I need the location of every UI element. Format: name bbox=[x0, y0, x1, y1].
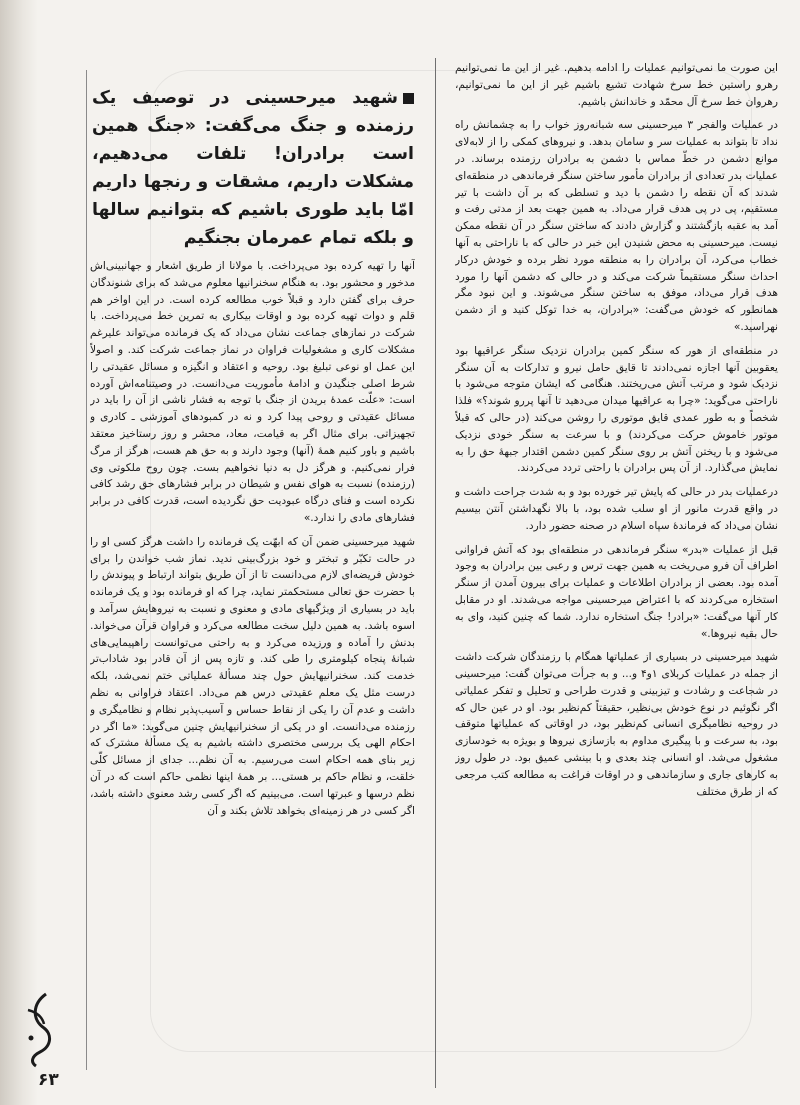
square-bullet-icon bbox=[403, 93, 414, 104]
pull-quote-headline bbox=[92, 84, 414, 252]
paragraph: درعملیات بدر در حالی که پایش تیر خورده بود و به شدت جراحت داشت و در واقع قدرت مانور از او سلب شده بود، با بالا نگهداشتن آنتن بیسیم نشان می‌داد که فرماندهٔ سپاه اسلام در صحنه حضور دارد. bbox=[455, 486, 778, 532]
left-text-column bbox=[90, 258, 415, 1058]
page-number: ۶۳ bbox=[38, 1070, 59, 1090]
kerman-logo bbox=[22, 990, 56, 1070]
page-binding-shadow bbox=[0, 0, 38, 1105]
column-divider bbox=[435, 58, 436, 1088]
paragraph: آنها را تهیه کرده بود می‌پرداخت. با مولانا از طریق اشعار و جهانبینی‌اش مدخور و محشور بود. به هنگام سخنرانیها معلوم می‌شد که برای شنوندگان حرف برای گفتن دارد و قبلاً خوب مطالعه کرده است. در این اواخر هم قلم و دوات تهیه کرده بود و اوقات بیکاری به تمرین خط می‌پرداخت. با شرکت در نمازهای جماعت نشان می‌داد که یک فرمانده می‌تواند علیرغم مشکلات کاری و مشغولیات فراوان در نماز جماعت شرکت کند. و اصولاً این عمل او نوعی تبلیغ بود. روحیه و اعتقاد و انگیزه و مسائل عقیدتی را شرط اصلی جنگیدن و ادامهٔ مأموریت می‌دانست. در وصیتنامه‌اش آورده است: «علّت عمدهٔ بریدن از جنگ با توجه به فشار ناشی از آن را باید در مسائل عقیدتی و روحی پیدا کرد و نه در کمبودهای آموزشی ـ کادری و تجهیزاتی. برای مثال اگر به قیامت، معاد، محشر و روز رستاخیز معتقد باشیم و باور کنیم همهٔ (آنها) وجود دارند و به حق هم هست، هرگز از مرگ فرار نمی‌کنیم. و هرگز دل به دنیا نخواهیم بست. چون روح ملکوتی وی (رزمنده) نسبت به هوای نفس و شیطان در برابر فشارهای حق رشد کافی نکرده است و فنای درگاه عبودیت حق نگردیده است، قدرت کافی در برابر فشارهای مادی را ندارد.» bbox=[90, 260, 415, 524]
paragraph: شهید میرحسینی ضمن آن که ابهّت یک فرمانده را داشت هرگز کسی او را در حالت تکبّر و تبختر و خود بزرگ‌بینی ندید. نماز شب خواندن را برای خودش فریضه‌ای لازم می‌دانست تا از آن طریق بتواند ارتباط و پیوندش را با حضرت حق تعالی مستحکمتر نماید، چرا که او فرمانده بود و یک فرمانده باید در بسیاری از ویژگیهای مادی و معنوی و نسبت به نیروهایش سرآمد و اسوه باشد. به همین دلیل سخت مطالعه می‌کرد و فراوان قرآن می‌خواند. بدنش را آماده و ورزیده می‌کرد و به راحتی می‌توانست راهپیمایی‌های شبانهٔ پنجاه کیلومتری را طی کند. و تازه پس از آن قادر بود شاداب‌تر خدمت کند. سخنرانیهایش حول چند مسألهٔ عملیاتی ختم نمی‌شد، بلکه درست مثل یک معلم عقیدتی درس هم می‌داد. اعتقاد فراوانی به نظم داشت و عدم آن را یکی از نقاط حساس و آسیب‌پذیر نظام و نظامیگری و رزمنده می‌دانست. او در یکی از سخنرانیهایش چنین می‌گوید: «ما اگر در احکام الهی یک بررسی مختصری داشته باشیم به یک مسألهٔ مشترک که زیر بنای همه احکام است می‌رسیم. به آن نظم... جدای از مسائل کلّی خلقت، و نظام حاکم بر هستی... بر همهٔ اینها نظمی حاکم است که در آن نظم درسها و عبرتها است. می‌بینیم که اگر کسی رشد معنوی داشته باشد، اگر کسی در هر زمینه‌ای بخواهد تلاش بکند و آن bbox=[90, 535, 415, 817]
paragraph: در عملیات والفجر ۳ میرحسینی سه شبانه‌روز خواب را به چشمانش راه نداد تا بتواند به عملیات سر و سامان بدهد. و نیروهای کمکی را از لا‌به‌لای موانع دشمن در خطّ مماس با دشمن به برادران رزمنده برساند. در عملیات بدر تعدادی از برادران مأمور ساختن سنگر فرماندهی در منطقه‌ای شدند که آن نقطه را دشمن با دید و تسلطی که بر آن داشت با تیر مستقیم، پی در پی هدف قرار می‌داد. به همین جهت بعد از مدتی رفت و آمد به عقبه بازگشتند و گزارش دادند که ساختن سنگر در آن نقطه ممکن نیست. میرحسینی به محض شنیدن این خبر در حالی که با ناراحتی به آنها خطاب می‌کرد، آن برادران را به منطقه مورد نظر برده و خودش درکار احداث سنگر مستقیماً شرکت می‌کند و در حالی که دشمن آنها را مورد هدف قرار می‌داد، موفق به ساختن سنگر می‌شوند. و این نبود مگر همانطور که خودش می‌گفت: «برادران، به خدا توکل کنید و از دشمن نهراسید.» bbox=[455, 119, 778, 333]
right-text-column bbox=[455, 60, 778, 1070]
paragraph: قبل از عملیات «بدر» سنگر فرماندهی در منطقه‌ای بود که آتش فراوانی اطراف آن فرو می‌ریخت به همین جهت ترس و رعبی بین برادران به وجود آمده بود. بعضی از برادران اطلاعات و عملیات برای بیرون آمدن از سنگر استخاره می‌کردند که با اعتراض میرحسینی مواجه می‌شدند. او در مقابل کار آنها می‌گفت: «برادر! جنگ استخاره ندارد. شما که چنین کنید، وای به حال بقیه نیروها.» bbox=[455, 543, 778, 640]
paragraph: در منطقه‌ای از هور که سنگر کمین برادران نزدیک سنگر عراقیها بود یعقوبین آنها اجازه نمی‌دادند تا قایق حامل نیرو و تدارکات به آن سنگر نزدیک شود و مرتب آتش می‌ریختند. هنگامی که ایشان متوجه می‌شود با ناراحتی می‌گوید: «چرا به عراقیها میدان می‌دهید تا آنها پررو شوند؟» فلذا شخصاً و به طور عمدی قایق موتوری را روشن می‌کند (در حالی که قبلاً موتور خاموش حرکت می‌کردند) و با سرعت به سنگر خودی نزدیک می‌شود و با ریختن آتش بر روی سنگر کمین دشمن اقتدار جبههٔ حق را به نمایش می‌گذارد. از آن پس برادران با راحتی تردد می‌کردند. bbox=[455, 344, 778, 475]
paragraph: شهید میرحسینی در بسیاری از عملیاتها همگام با رزمندگان شرکت داشت از جمله در عملیات کربلای ۱و۴ و... و به جرأت می‌توان گفت: میرحسینی در شجاعت و رشادت و تیزبینی و قدرت طراحی و تحلیل و تفکر عملیاتی اگر نگوئیم در نوع خودش بی‌نظیر، حقیقتاً کم‌نظیر بود. او در عین حال که در روحیه نظامیگری انسانی کم‌نظیر بود، در اوقاتی که عملیاتها متوقف بود، به سرعت و با پیگیری مداوم به بازسازی نیروها و بویژه به خودسازی مشغول می‌شد. او انسانی چند بعدی و با بینشی عمیق بود. در طول روز به کارهای جاری و سازماندهی و در اوقات فراغت به مطالعه کتب مرجعی که از طرق مختلف bbox=[455, 651, 778, 798]
paragraph: این صورت ما نمی‌توانیم عملیات را ادامه بدهیم. غیر از این ما نمی‌توانیم رهرو راستین خط سرخ شهادت تشیع باشیم غیر از این ما نمی‌توانیم، رهروان خط سرخ آل محمّد و خاندانش باشیم. bbox=[455, 62, 778, 108]
pull-quote-text: شهید میرحسینی در توصیف یک رزمنده و جنگ می‌گفت: «جنگ همین است برادران! تلفات می‌دهیم، مشکلات داریم، مشقات و رنجها داریم امّا باید طوری باشیم که بتوانیم سالها و بلکه تمام عمرمان بجنگیم bbox=[92, 88, 414, 248]
left-margin-rule bbox=[86, 70, 87, 1070]
